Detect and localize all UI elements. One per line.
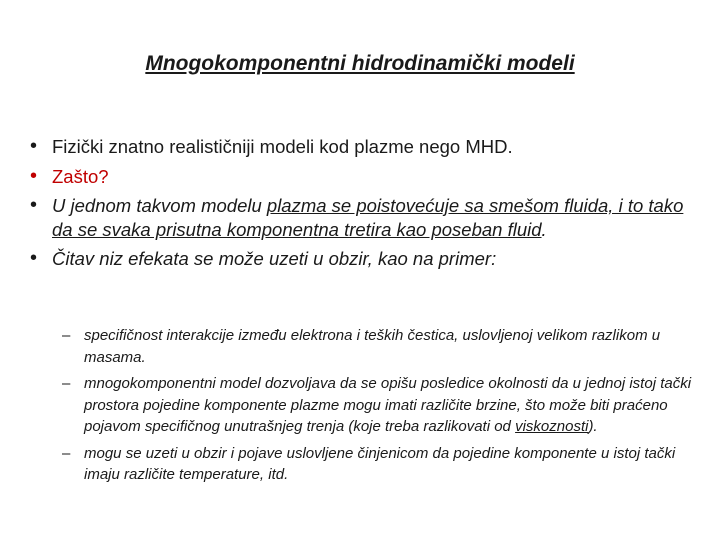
bullet-icon: •: [30, 194, 38, 216]
dash-icon: –: [62, 327, 71, 344]
bullet-text-suffix: .: [541, 218, 547, 240]
subbullet-item: [62, 325, 692, 368]
dash-icon: –: [62, 444, 71, 462]
viskoznosti-link[interactable]: viskoznosti: [515, 418, 589, 435]
subbullet-item: [62, 373, 692, 438]
slide-title: Mnogokomponentni hidrodinamički modeli: [145, 52, 575, 75]
bullet-icon: •: [30, 135, 38, 157]
dash-icon: –: [62, 375, 71, 392]
bullet-item: [30, 135, 690, 159]
subbullet-text: specifičnost interakcije između elektrona i teških čestica, uslovljenoj velikom razlikom u masama.: [84, 327, 661, 366]
bullet-text-underlined: plazma se poistovećuje sa smešom fluida, i to tako da se svaka prisutna komponentna tretira kao poseban fluid: [52, 195, 684, 240]
bullet-text: Fizički znatno realističniji modeli kod plazme nego MHD.: [52, 136, 513, 157]
bullet-item: [30, 247, 690, 271]
bullet-item: [30, 165, 690, 189]
bullet-list: [30, 135, 690, 277]
subbullet-list: [62, 325, 692, 491]
subbullet-text: mogu se uzeti u obzir i pojave uslovljene činjenicom da pojedine komponente u istoj tački imaju različite temperature, itd.: [84, 444, 676, 483]
subbullet-text: [84, 373, 692, 438]
subbullet-item: [62, 443, 692, 486]
subbullet-text-suffix: ).: [588, 418, 598, 435]
bullet-text-prefix: U jednom takvom modelu: [52, 195, 267, 216]
subbullet-text-prefix: mnogokomponentni model dozvoljava da se opišu posledice okolnosti da u jednoj istoj tački prostora pojedine komponente plazme mogu imati različite brzine, što može biti praćeno pojavom specifičnog unutrašnjeg trenja (koje treba razlikovati od: [84, 375, 692, 435]
bullet-icon: •: [30, 164, 38, 187]
bullet-text: Zašto?: [52, 165, 109, 187]
bullet-text: [52, 194, 690, 241]
bullet-item: [30, 194, 690, 241]
bullet-text: Čitav niz efekata se može uzeti u obzir, kao na primer:: [52, 248, 497, 269]
bullet-icon: •: [30, 247, 38, 269]
